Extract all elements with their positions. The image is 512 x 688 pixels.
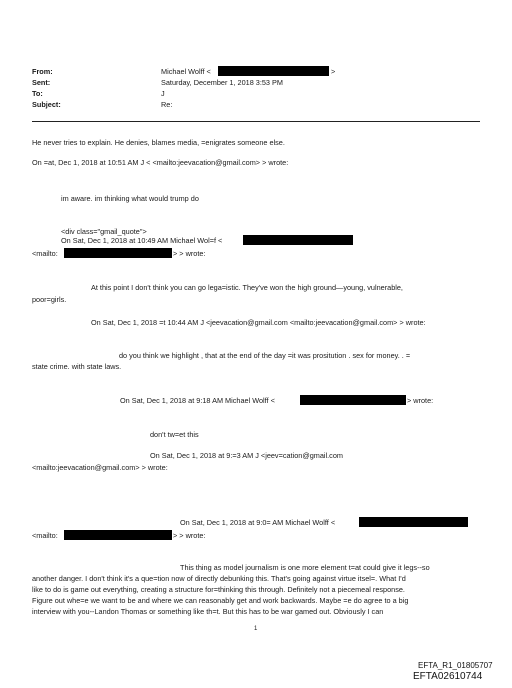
body-line: He never tries to explain. He denies, blames media, =enigrates someone else. (32, 138, 285, 147)
redaction-bar (64, 248, 172, 258)
redaction-bar (64, 530, 172, 540)
body-line: im aware. im thinking what would trump do (61, 194, 199, 203)
body-line: like to do is game out everything, creating a structure for=thinking this through. Definitely not a piecemeal response. (32, 585, 405, 594)
body-line: On Sat, Dec 1, 2018 at 9:=3 AM J <jeev=cation@gmail.com (150, 451, 343, 460)
body-line: On Sat, Dec 1, 2018 at 9:0= AM Michael Wolff < (180, 518, 336, 527)
body-line: At this point I don't think you can go lega=istic. They've won the high ground—young, vulnerable, (91, 283, 403, 292)
sent-value: Saturday, December 1, 2018 3:53 PM (161, 78, 283, 87)
body-line: > wrote: (407, 396, 434, 405)
body-line: On =at, Dec 1, 2018 at 10:51 AM J < <mailto:jeevacation@gmail.com> > wrote: (32, 158, 289, 167)
redaction-bar (218, 66, 329, 76)
body-line: interview with you--Landon Thomas or something like th=t. But this has to be war gamed out. Obviously I can (32, 607, 384, 616)
body-line: poor=girls. (32, 295, 67, 304)
from-tail: > (331, 67, 336, 76)
body-line: do you think we highlight , that at the end of the day =it was prositution . sex for money. . = (119, 351, 411, 360)
body-line: Figure out whe=e we want to be and where we can reasonably get and work backwards. Maybe =e do agree to a big (32, 596, 409, 605)
header-divider (32, 121, 480, 122)
redaction-bar (243, 235, 353, 245)
body-line: > > wrote: (173, 531, 206, 540)
bates-number-small: EFTA_R1_01805707 (418, 661, 493, 670)
to-label: To: (32, 89, 43, 98)
from-label: From: (32, 67, 53, 76)
bates-number-large: EFTA02610744 (413, 671, 483, 682)
body-line: On Sat, Dec 1, 2018 at 9:18 AM Michael Wolff < (120, 396, 275, 405)
subject-label: Subject: (32, 100, 61, 109)
body-line: don't tw=et this (150, 430, 199, 439)
body-line: On Sat, Dec 1, 2018 at 10:49 AM Michael Wol=f < (61, 236, 223, 245)
redaction-bar (359, 517, 468, 527)
body-line: another danger. I don't think it's a que=tion now of directly debunking this. That's going against virtue itsel=. What I'd (32, 574, 406, 583)
subject-value: Re: (161, 100, 173, 109)
body-line: state crime. with state laws. (32, 362, 122, 371)
sent-label: Sent: (32, 78, 51, 87)
body-line: > > wrote: (173, 249, 206, 258)
redaction-bar (300, 395, 406, 405)
body-line: <mailto: (32, 531, 58, 540)
page-number: 1 (254, 626, 258, 632)
body-line: <mailto: (32, 249, 58, 258)
body-line: This thing as model journalism is one more element t=at could give it legs--so (180, 563, 430, 572)
body-line: <div class="gmail_quote"> (61, 227, 147, 236)
body-line: On Sat, Dec 1, 2018 =t 10:44 AM J <jeevacation@gmail.com <mailto:jeevacation@gmail.com> > wrote: (91, 318, 426, 327)
to-value: J (161, 89, 165, 98)
body-line: <mailto:jeevacation@gmail.com> > wrote: (32, 463, 168, 472)
from-value: Michael Wolff < (161, 67, 211, 76)
